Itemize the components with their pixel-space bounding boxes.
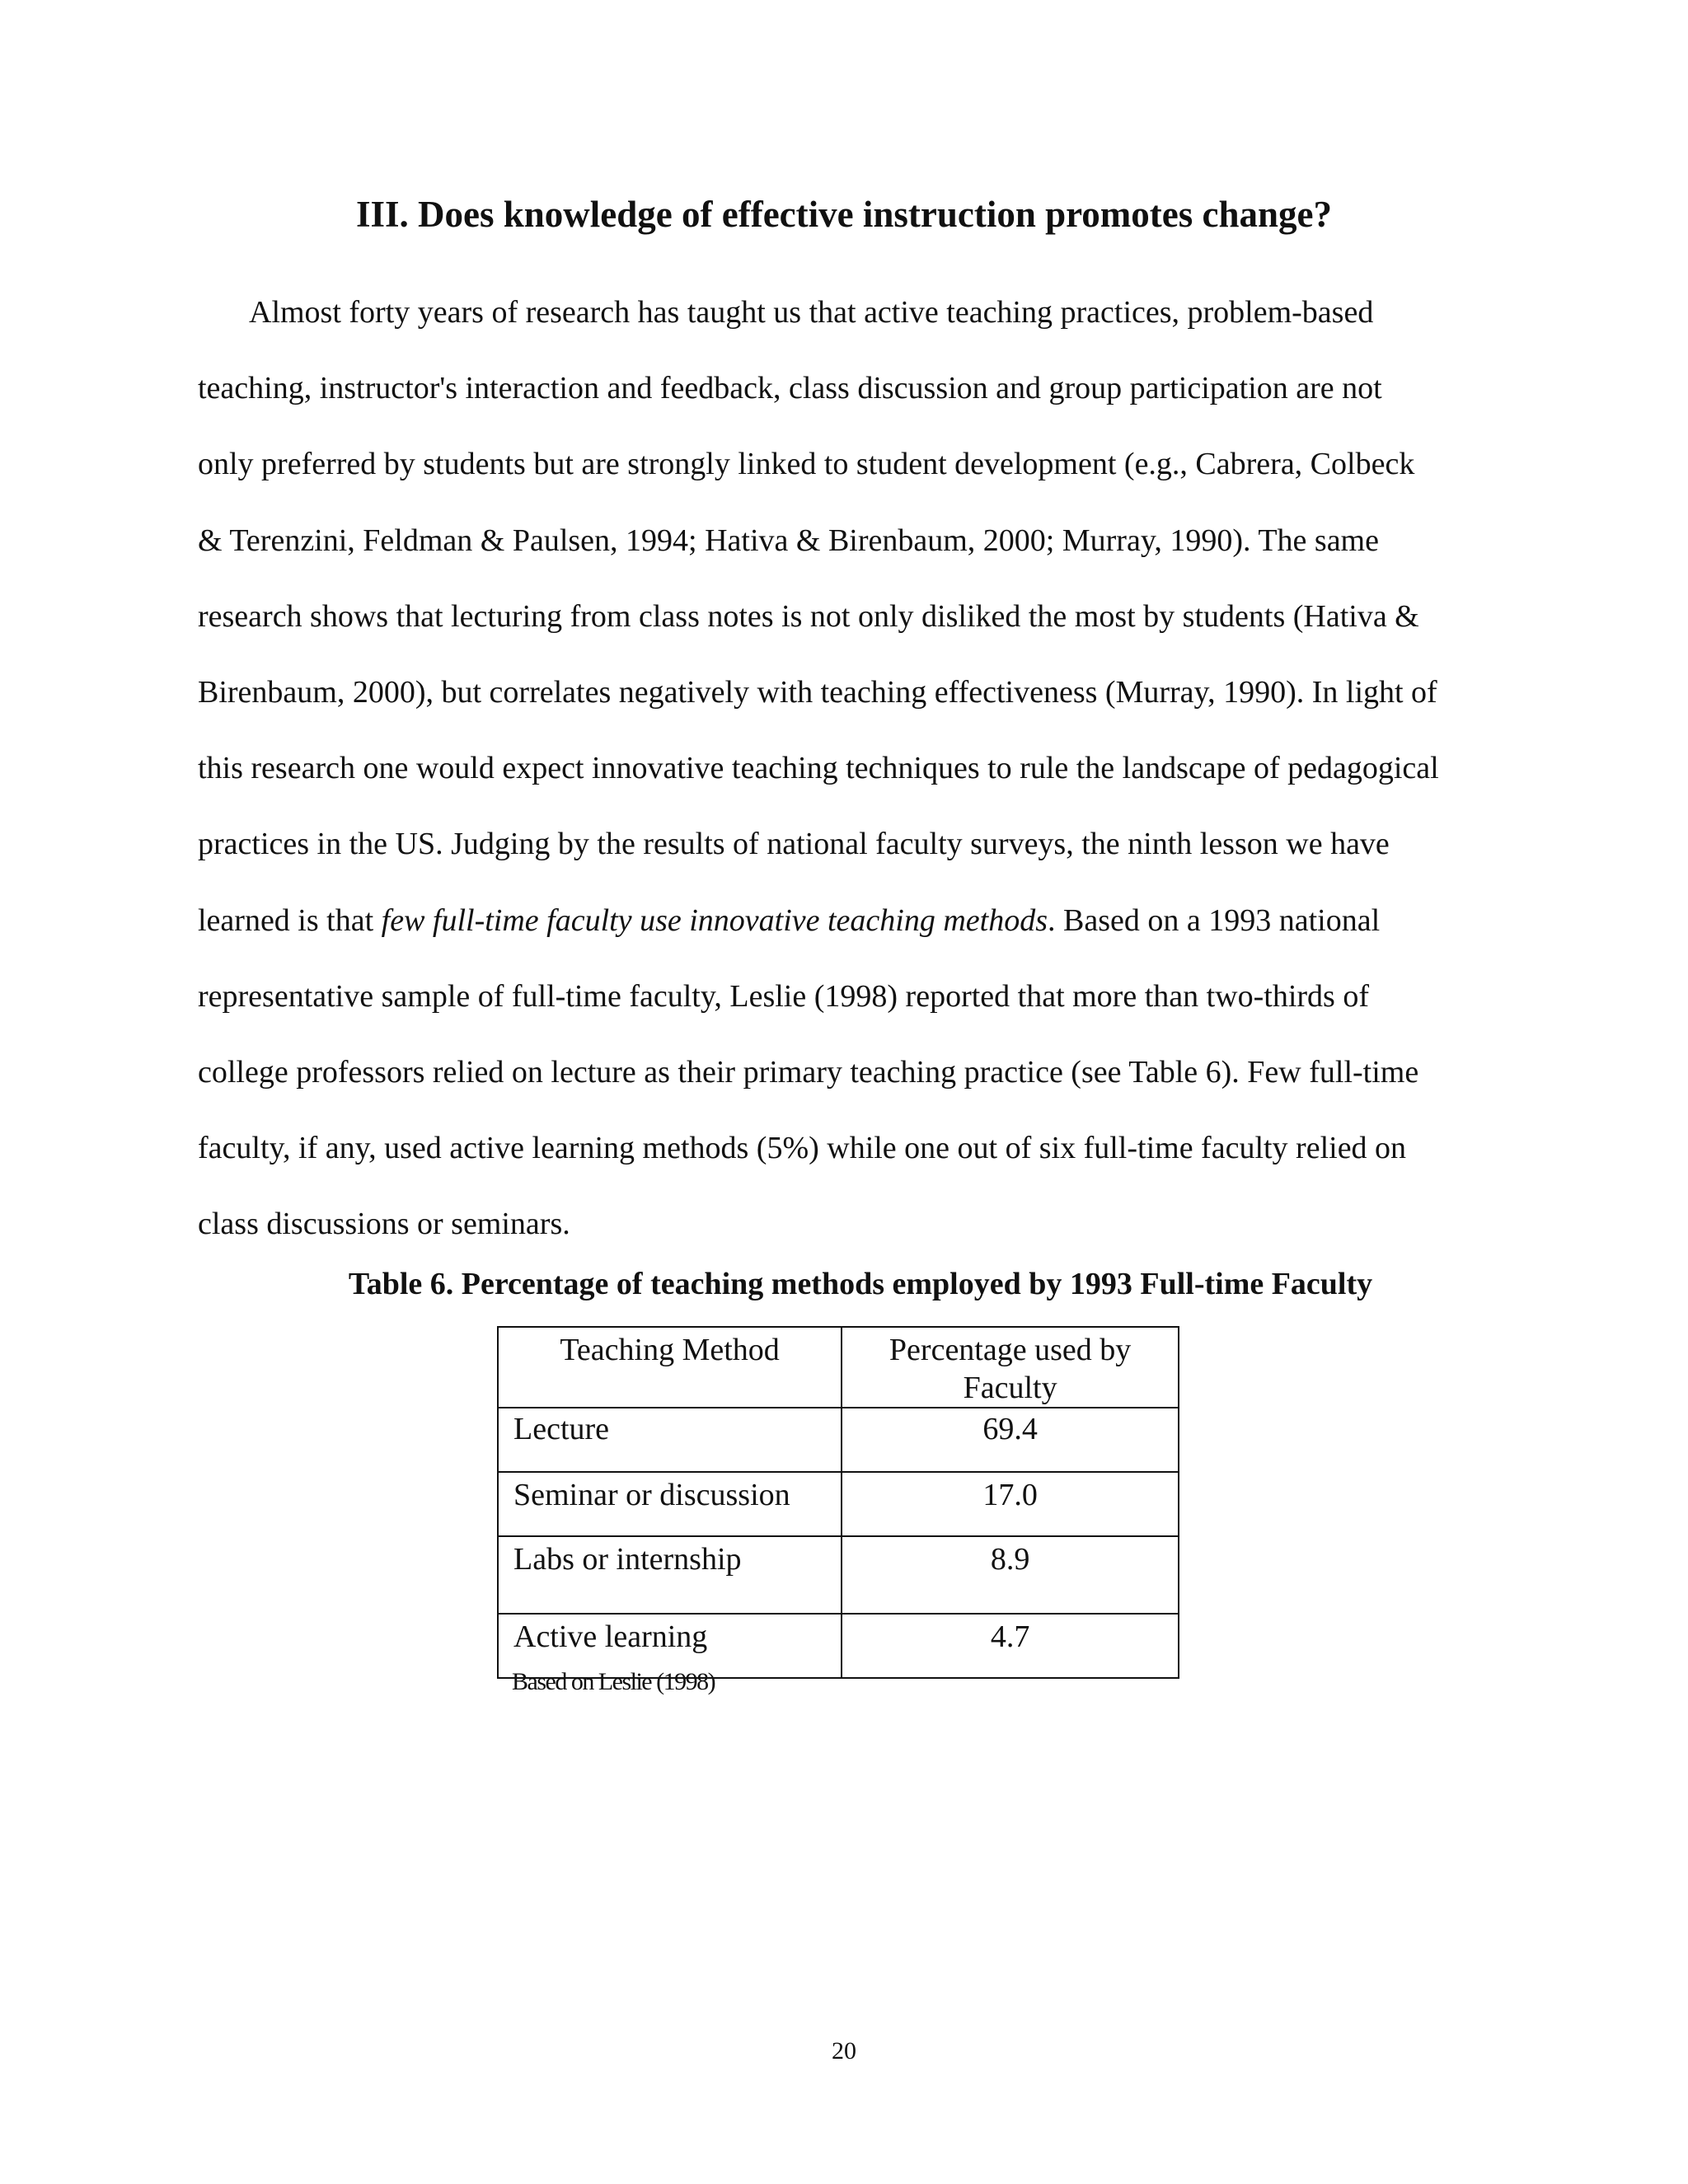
emphasized-phrase: few full-time faculty use innovative teaching methods <box>381 902 1048 938</box>
line-text-before: learned is that <box>198 902 382 938</box>
section-heading: III. Does knowledge of effective instruction promotes change? <box>355 194 1333 235</box>
paragraph-line: & Terenzini, Feldman & Paulsen, 1994; Hativa & Birenbaum, 2000; Murray, 1990). The same <box>198 523 1379 558</box>
percentage-cell: 17.0 <box>842 1472 1179 1536</box>
paragraph-line: class discussions or seminars. <box>198 1207 570 1242</box>
line-text-after: . Based on a 1993 national <box>1048 902 1381 938</box>
table-row <box>498 1408 1179 1472</box>
paragraph-line: representative sample of full-time faculty, Leslie (1998) reported that more than two-thirds of <box>198 978 1369 1014</box>
method-cell: Labs or internship <box>498 1536 842 1614</box>
percentage-cell: 4.7 <box>842 1614 1179 1678</box>
method-cell: Lecture <box>498 1408 842 1472</box>
teaching-methods-table <box>497 1326 1179 1679</box>
method-cell: Active learning <box>498 1614 842 1678</box>
column-header-method: Teaching Method <box>498 1327 842 1408</box>
paragraph-line: practices in the US. Judging by the results of national faculty surveys, the ninth lesson we have <box>198 827 1390 862</box>
percentage-cell: 69.4 <box>842 1408 1179 1472</box>
paragraph-line: college professors relied on lecture as their primary teaching practice (see Table 6). Few full-time <box>198 1055 1419 1090</box>
paragraph-line-with-emphasis <box>198 883 1500 958</box>
table-row <box>498 1472 1179 1536</box>
table-caption: Table 6. Percentage of teaching methods employed by 1993 Full-time Faculty <box>348 1267 1373 1301</box>
percentage-cell: 8.9 <box>842 1536 1179 1614</box>
table-header-row <box>498 1327 1179 1408</box>
paragraph-line: research shows that lecturing from class notes is not only disliked the most by students (Hativa & <box>198 598 1419 634</box>
paragraph-line: only preferred by students but are strongly linked to student development (e.g., Cabrera, Colbeck <box>198 447 1415 482</box>
page-number: 20 <box>832 2037 856 2064</box>
paragraph-line: faculty, if any, used active learning methods (5%) while one out of six full-time faculty relied on <box>198 1131 1407 1166</box>
paragraph-line: Almost forty years of research has taught us that active teaching practices, problem-based <box>249 295 1374 330</box>
table-row <box>498 1536 1179 1614</box>
body-paragraph <box>198 274 1500 1263</box>
method-cell: Seminar or discussion <box>498 1472 842 1536</box>
table-source-note: Based on Leslie (1998) <box>512 1668 715 1695</box>
paragraph-line: teaching, instructor's interaction and feedback, class discussion and group participation are not <box>198 371 1382 406</box>
column-header-percentage: Percentage used by Faculty <box>842 1327 1179 1408</box>
paragraph-line: Birenbaum, 2000), but correlates negatively with teaching effectiveness (Murray, 1990). In light of <box>198 675 1437 710</box>
paragraph-line: this research one would expect innovative teaching techniques to rule the landscape of pedagogical <box>198 751 1439 786</box>
